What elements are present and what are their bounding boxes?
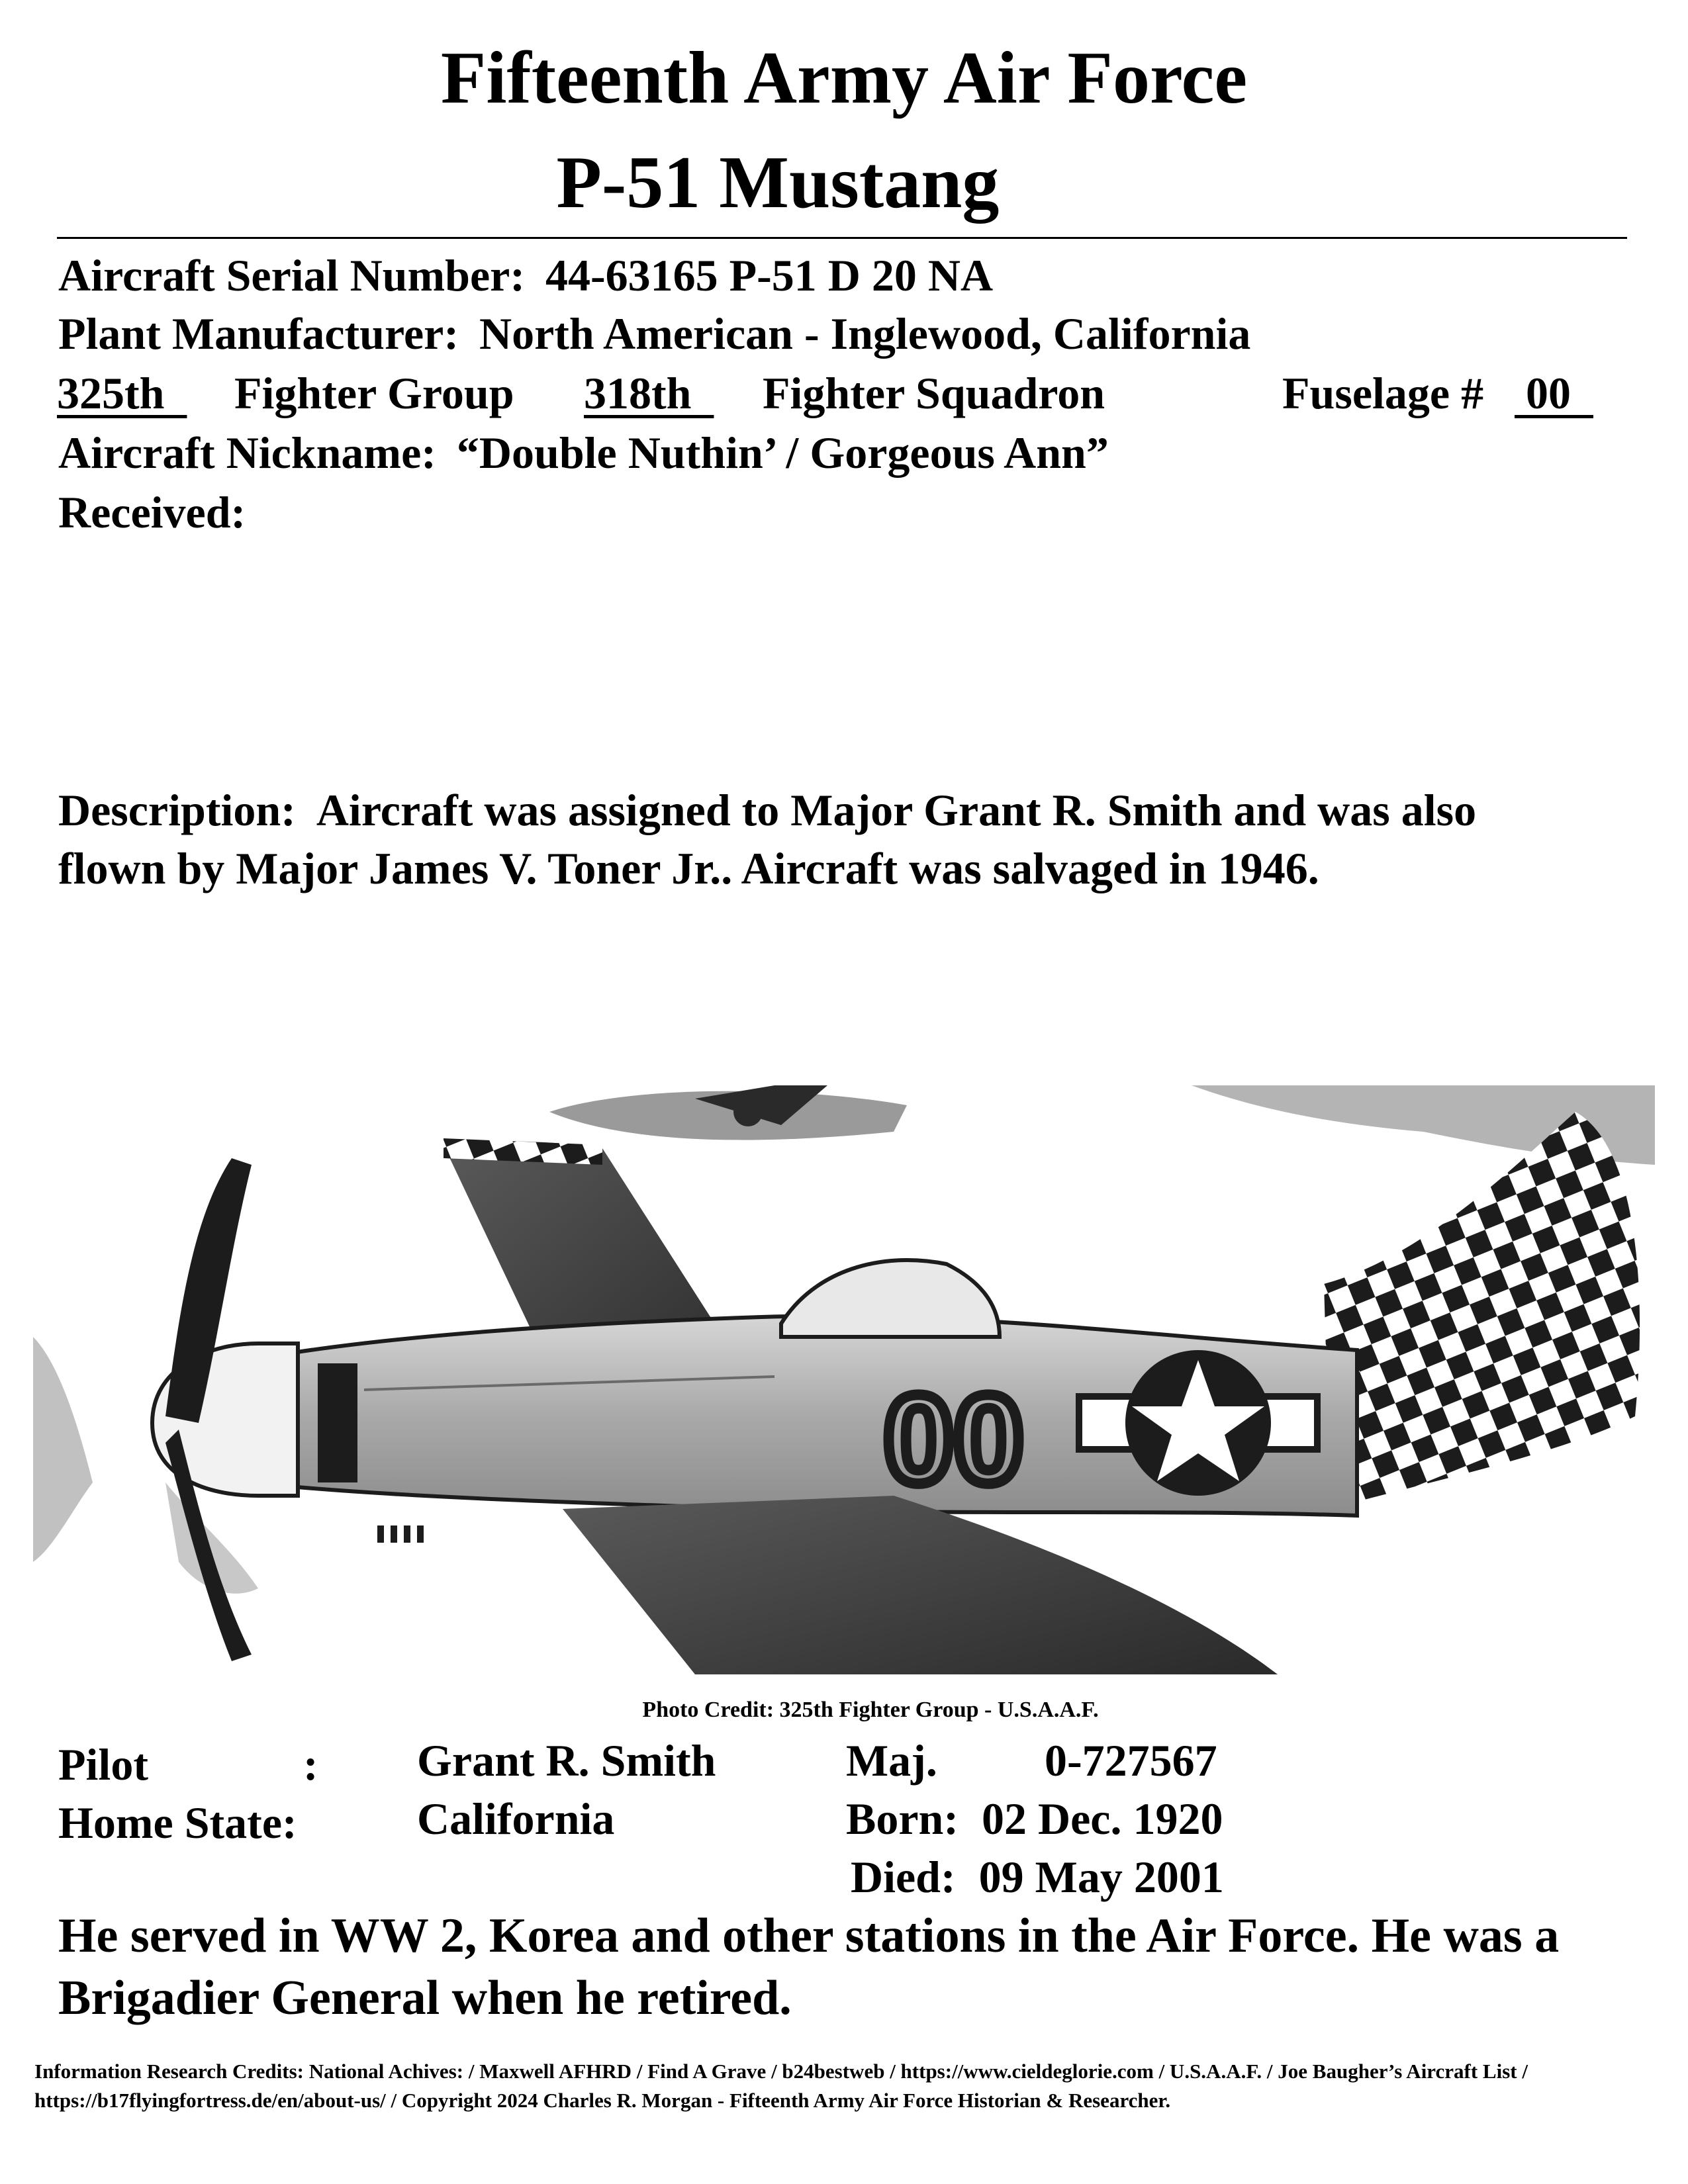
home-state-value: California (417, 1794, 615, 1844)
born-row (846, 1794, 1223, 1844)
group-label: Fighter Group (234, 368, 514, 418)
group-value: 325th (57, 368, 187, 418)
fuselage-value: 00 (1515, 368, 1593, 418)
aircraft-photo (33, 1085, 1655, 1674)
pilot-colon: : (303, 1739, 318, 1790)
died-value: 09 May 2001 (978, 1852, 1224, 1902)
description-label: Description: (58, 785, 296, 835)
home-state-label: Home State: (58, 1797, 297, 1848)
pilot-name: Grant R. Smith (417, 1735, 716, 1786)
service-number: 0-727567 (1045, 1735, 1217, 1786)
nickname-label: Aircraft Nickname: (58, 428, 436, 478)
description-line1 (58, 785, 1477, 835)
manufacturer-row (58, 308, 1251, 359)
died-row (851, 1852, 1224, 1902)
header-divider (57, 237, 1627, 239)
photo-credit: Photo Credit: 325th Fighter Group - U.S.A.A.F. (642, 1698, 1099, 1722)
pilot-rank: Maj. (846, 1735, 937, 1786)
manufacturer-value: North American - Inglewood, California (479, 308, 1251, 359)
born-value: 02 Dec. 1920 (982, 1794, 1223, 1844)
squadron-label: Fighter Squadron (763, 368, 1105, 418)
description-text-2: flown by Major James V. Toner Jr.. Aircraft was salvaged in 1946. (58, 843, 1319, 893)
fuselage-code: 00 (884, 1369, 1024, 1510)
squadron-value: 318th (584, 368, 714, 418)
died-label: Died: (851, 1852, 956, 1902)
pilot-label: Pilot (58, 1739, 148, 1790)
serial-value: 44-63165 P-51 D 20 NA (545, 250, 994, 300)
description-text-1: Aircraft was assigned to Major Grant R. Smith and was also (316, 785, 1477, 835)
pilot-bio-line2: Brigadier General when he retired. (58, 1971, 792, 2025)
nickname-value: “Double Nuthin’ / Gorgeous Ann” (456, 428, 1109, 478)
received-label: Received: (58, 487, 246, 537)
serial-row (58, 250, 994, 300)
fuselage-label: Fuselage # (1282, 368, 1484, 418)
research-credits-line2: https://b17flyingfortress.de/en/about-us/ / Copyright 2024 Charles R. Morgan - Fifteenth Army Air Force Historian & Researcher. (34, 2089, 1171, 2112)
nose-band (318, 1363, 357, 1482)
serial-label: Aircraft Serial Number: (58, 250, 525, 300)
manufacturer-label: Plant Manufacturer: (58, 308, 459, 359)
research-credits-line1: Information Research Credits: National Achives: / Maxwell AFHRD / Find A Grave / b24bestweb / https://www.cieldeglorie.com / U.S.A.A.F. / Joe Baugher’s Aircraft List / (34, 2060, 1528, 2083)
page-subtitle: P-51 Mustang (556, 142, 1000, 224)
nickname-row (58, 428, 1109, 478)
born-label: Born: (846, 1794, 959, 1844)
page-title: Fifteenth Army Air Force (440, 37, 1248, 119)
pilot-bio-line1: He served in WW 2, Korea and other stations in the Air Force. He was a (58, 1909, 1560, 1963)
